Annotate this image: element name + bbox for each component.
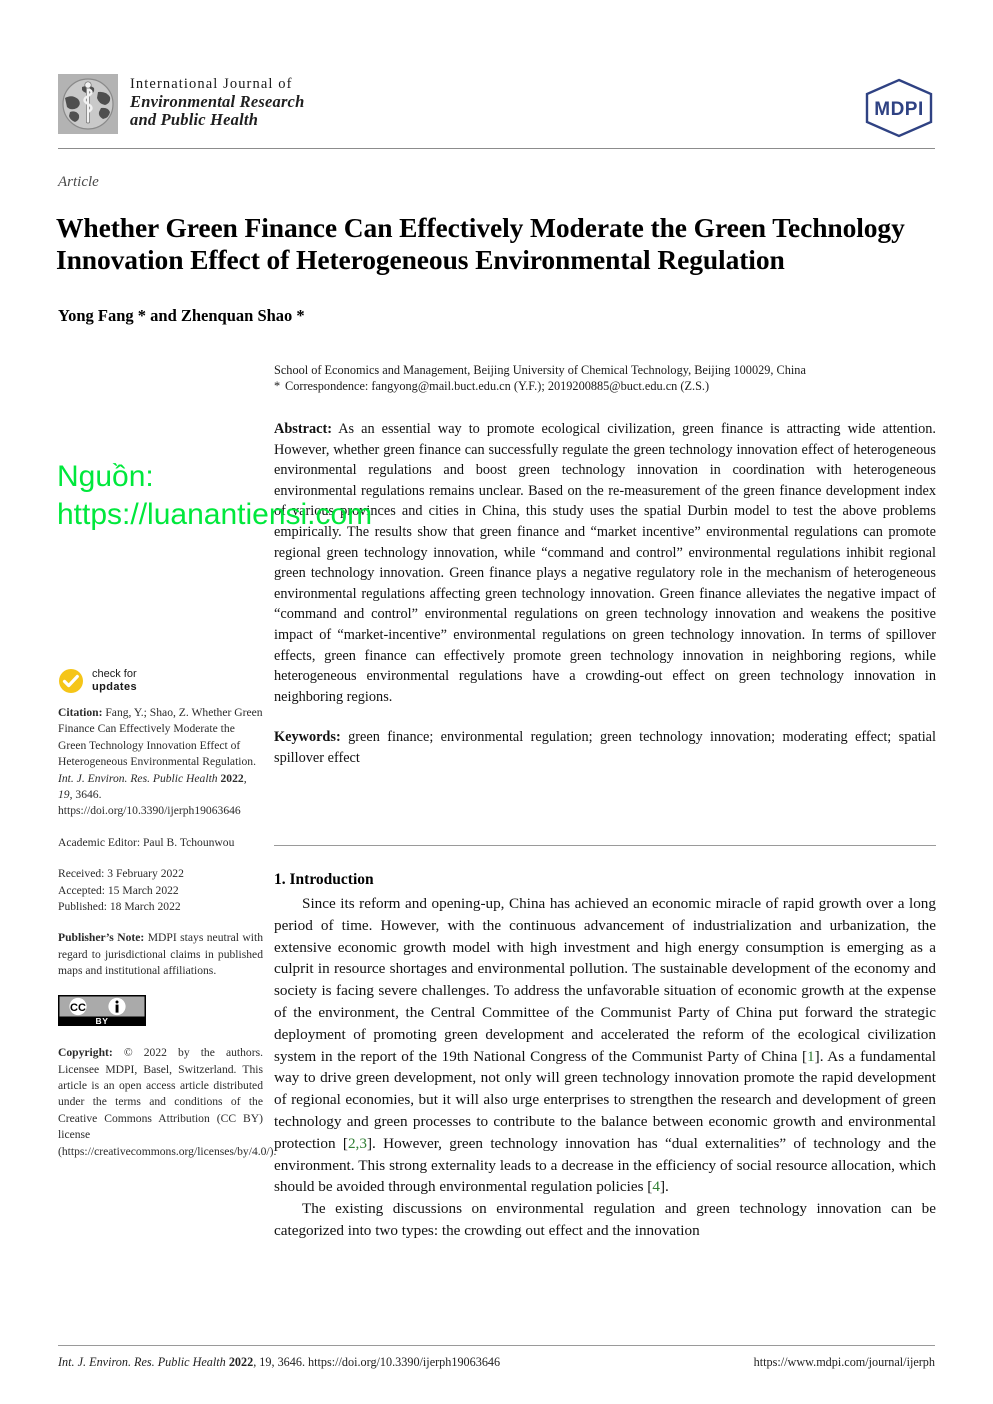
citation-doi[interactable]: , 3646. https://doi.org/10.3390/ijerph19063646 — [58, 788, 241, 818]
globe-asclepius-icon — [58, 74, 118, 134]
abstract-label: Abstract: — [274, 421, 332, 437]
footer-rest: , 19, 3646. https://doi.org/10.3390/ijerph19063646 — [253, 1355, 501, 1369]
citation-volume: , 19 — [58, 771, 247, 802]
citation-ref-4[interactable]: 4 — [652, 1178, 660, 1196]
citation-journal: Int. J. Environ. Res. Public Health — [58, 771, 218, 785]
introduction-paragraph-1 — [274, 893, 936, 1198]
watermark-line-2: https://luanantiensi.com — [57, 498, 373, 531]
check-for-updates-badge[interactable] — [58, 668, 263, 694]
keywords-block — [274, 727, 936, 768]
citation-block — [58, 705, 263, 820]
introduction-paragraph-2: The existing discussions on environmental regulation and green technology innovation can be categorized into two types: the crowding out effect and the innovation — [274, 1200, 936, 1239]
correspondence-line — [274, 379, 936, 395]
published-date: Published: 18 March 2022 — [58, 900, 181, 914]
accepted-date: Accepted: 15 March 2022 — [58, 883, 179, 897]
abstract-block — [274, 419, 936, 707]
check-circle-icon — [58, 668, 84, 694]
publisher-note — [58, 930, 263, 979]
footer-divider — [58, 1345, 935, 1346]
footer-citation — [58, 1355, 500, 1370]
copyright-block — [58, 1045, 277, 1160]
correspondence-text: Correspondence: fangyong@mail.buct.edu.cn (Y.F.); 2019200885@buct.edu.cn (Z.S.) — [285, 378, 710, 393]
page-footer — [58, 1355, 935, 1370]
author-list: Yong Fang * and Zhenquan Shao * — [58, 306, 305, 325]
check-for-updates-label — [92, 668, 137, 694]
journal-title — [130, 74, 304, 129]
affiliation-line: School of Economics and Management, Beijing University of Chemical Technology, Beijing 100029, China — [274, 363, 806, 377]
page-header — [58, 74, 935, 144]
section-divider — [274, 845, 936, 846]
cc-by-label: BY — [95, 1015, 109, 1026]
cfu-line1: check for — [92, 668, 137, 680]
introduction-section — [274, 870, 936, 1242]
keywords-label: Keywords: — [274, 729, 341, 746]
journal-title-line3: and Public Health — [130, 110, 259, 129]
keywords-text: green finance; environmental regulation; green technology innovation; moderating effect; spatial spillover effect — [274, 729, 936, 766]
intro-text-d: ]. — [659, 1178, 669, 1196]
abstract-text: As an essential way to promote ecological civilization, green finance is attracting wide attention. However, whether green finance can successfully regulate the green technology innovation effect of heterogeneous environmental regulations and boost green technology innovation in coordination with heterogeneous environmental regulations remains unclear. Based on the re-measurement of the green finance development index of various provinces and cities in China, this study uses the spatial Durbin model to test the above problems empirically. The results show that green finance and “market incentive” environmental regulations can promote regional green technology innovation, while “command and control” environmental regulations inhibit regional green technology innovation. Green finance plays a negative regulatory role in the mechanism of heterogeneous environmental regulations affecting green technology innovation. Green finance alleviates the negative impact of “command and control” environmental regulations on green technology innovation and weakens the positive impact of “market-incentive” environmental regulations on green technology innovation. In terms of spillover effects, green finance can effectively promote green technology innovation in neighboring regions, while heterogeneous environmental regulations have a crowding-out effect on green technology innovation in neighboring regions. — [274, 421, 936, 705]
mdpi-logo — [863, 76, 935, 140]
intro-text-b: ]. As a fundamental way to drive green development, not only will green technology innovation promote the rapid development of regional economies, but it will also urge enterprises to strengthen the research and development of green technology and green processes to contribute to the balance between economic growth and environmental protection [ — [274, 1047, 936, 1152]
copyright-text: © 2022 by the authors. Licensee MDPI, Basel, Switzerland. This article is an open access article distributed under the terms and conditions of the Creative Commons Attribution (CC BY) license (https://creativecommons.org/licenses/by/4.0/). — [58, 1046, 277, 1158]
academic-editor: Academic Editor: Paul B. Tchounwou — [58, 835, 235, 849]
citation-label: Citation: — [58, 706, 103, 719]
journal-logo-block — [58, 74, 304, 134]
publication-dates — [58, 866, 263, 915]
journal-title-line1: International Journal of — [130, 76, 293, 92]
header-divider — [58, 148, 935, 149]
intro-text-a: Since its reform and opening-up, China has achieved an economic miracle of rapid growth over a long period of time. However, with the continuous advancement of industrialization and urbanization, the extensive economic growth model with high investment and high energy consumption is emerging as a culprit in resource shortages and environmental pollution. The sustainable development of the economy and society is facing severe challenges. To address the unfavorable situation of economic growth at the expense of the environment, the Central Committee of the Communist Party of China put forward the strategic deployment of promoting green development and accelerated the reform of the ecological civilization system in the report of the 19th National Congress of the Communist Party of China [ — [274, 895, 936, 1065]
page-title: Whether Green Finance Can Effectively Moderate the Green Technology Innovation Effect of Heterogeneous Environmental Regulation — [56, 212, 905, 276]
svg-text:CC: CC — [70, 1001, 86, 1014]
citation-text-1: Fang, Y.; Shao, Z. Whether Green Finance Can Effectively Moderate the Green Technology Innovation Effect of Heterogeneous Environmental Regulation. — [58, 706, 263, 769]
footer-journal: Int. J. Environ. Res. Public Health — [58, 1355, 226, 1369]
creative-commons-by-icon[interactable] — [58, 995, 146, 1031]
received-date: Received: 3 February 2022 — [58, 867, 184, 881]
publisher-note-label: Publisher’s Note: — [58, 931, 145, 945]
introduction-heading: 1. Introduction — [274, 871, 374, 888]
main-column — [274, 363, 936, 769]
cfu-line2: updates — [92, 681, 137, 693]
footer-journal-url[interactable]: https://www.mdpi.com/journal/ijerph — [753, 1355, 935, 1369]
copyright-label: Copyright: — [58, 1046, 113, 1060]
intro-text-c: ]. However, green technology innovation has “dual externalities” of technology and the environment. This strong externality leads to a decrease in the efficiency of social resource allocation, which should be avoided through environmental regulation policies [ — [274, 1134, 936, 1196]
journal-title-line2: Environmental Research — [130, 92, 305, 111]
citation-year: 2022 — [220, 771, 244, 785]
svg-text:MDPI: MDPI — [874, 99, 924, 120]
metadata-sidebar — [58, 668, 277, 1175]
article-type-label: Article — [58, 174, 99, 190]
correspondence-marker: * — [274, 378, 281, 393]
citation-ref-1[interactable]: 1 — [807, 1047, 815, 1065]
affiliation-block — [274, 363, 936, 394]
citation-ref-2[interactable]: 2,3 — [347, 1134, 367, 1152]
publisher-note-text: MDPI stays neutral with regard to jurisdictional claims in published maps and institutional affiliations. — [58, 931, 263, 978]
footer-year: 2022 — [228, 1355, 254, 1369]
watermark-line-1: Nguồn: — [57, 460, 154, 493]
